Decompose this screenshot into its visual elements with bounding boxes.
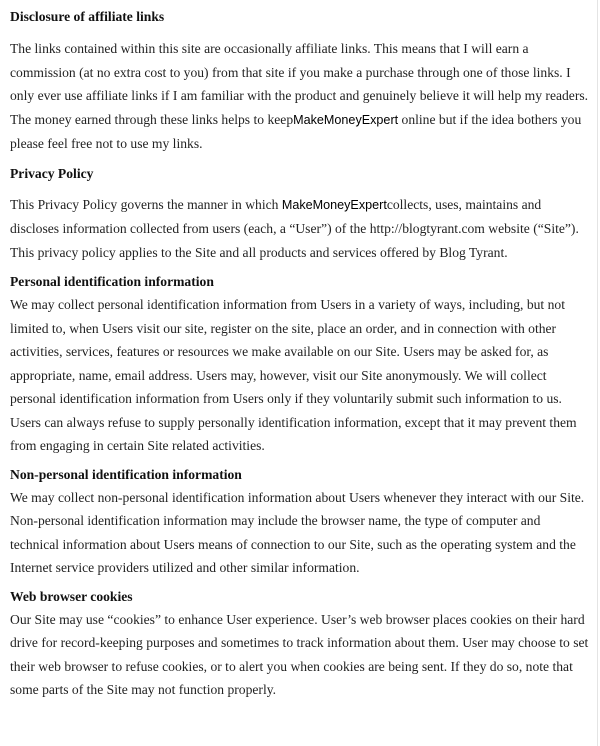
paragraph-text: collects, uses, maintains and discloses information collected from users (each, a “User”) of the http://blogtyrant.com website (“Site”). This privacy policy applies to the Site and all products and services offered by Blog Tyrant.: [10, 196, 579, 260]
privacy-policy-section: [10, 163, 590, 265]
affiliate-disclosure-section: [10, 6, 590, 156]
web-browser-cookies-section: [10, 586, 590, 702]
section-paragraph: We may collect personal identification information from Users in a variety of ways, including, but not limited to, when Users visit our site, register on the site, place an order, and in connection with other activities, services, features or resources we make available on our Site. Users may be asked for, as appropriate, name, email address. Users may, however, visit our Site anonymously. We will collect personal identification information from Users only if they voluntarily submit such information to us. Users can always refuse to supply personally identification information, except that it may prevent them from engaging in certain Site related activities.: [10, 297, 577, 453]
section-heading: Personal identification information: [10, 274, 214, 289]
section-paragraph: [10, 193, 590, 265]
section-heading: Privacy Policy: [10, 165, 94, 181]
paragraph-text: This Privacy Policy governs the manner in which: [10, 196, 282, 212]
paragraph-text: online but if the idea bothers you please feel free not to use my links.: [10, 111, 582, 151]
non-personal-identification-section: [10, 464, 590, 580]
brand-name: MakeMoneyExpert: [281, 197, 387, 212]
personal-identification-section: [10, 271, 590, 458]
paragraph-text: The links contained within this site are occasionally affiliate links. This means that I will earn a commission (at no extra cost to you) from that site if you make a purchase through one of those links. I only ever use affiliate links if I am familiar with the product and genuinely believe it will help my readers. The money earned through these links helps to keep: [10, 41, 589, 127]
section-heading: Disclosure of affiliate links: [10, 9, 165, 24]
brand-name: MakeMoneyExpert: [293, 112, 399, 127]
section-heading: Non-personal identification information: [10, 466, 242, 482]
section-paragraph: We may collect non-personal identification information about Users whenever they interact with our Site. Non-personal identification information may include the browser name, the type of computer and technical information about Users means of connection to our Site, such as the operating system and the Internet service providers utilized and other similar information.: [10, 489, 585, 575]
page-edge-divider: [597, 0, 598, 746]
section-paragraph: [10, 37, 590, 156]
section-heading: Web browser cookies: [10, 588, 133, 604]
section-paragraph: Our Site may use “cookies” to enhance User experience. User’s web browser places cookies on their hard drive for record-keeping purposes and sometimes to track information about them. User may choose to set their web browser to refuse cookies, or to alert you when cookies are being sent. If they do so, note that some parts of the Site may not function properly.: [10, 611, 589, 697]
